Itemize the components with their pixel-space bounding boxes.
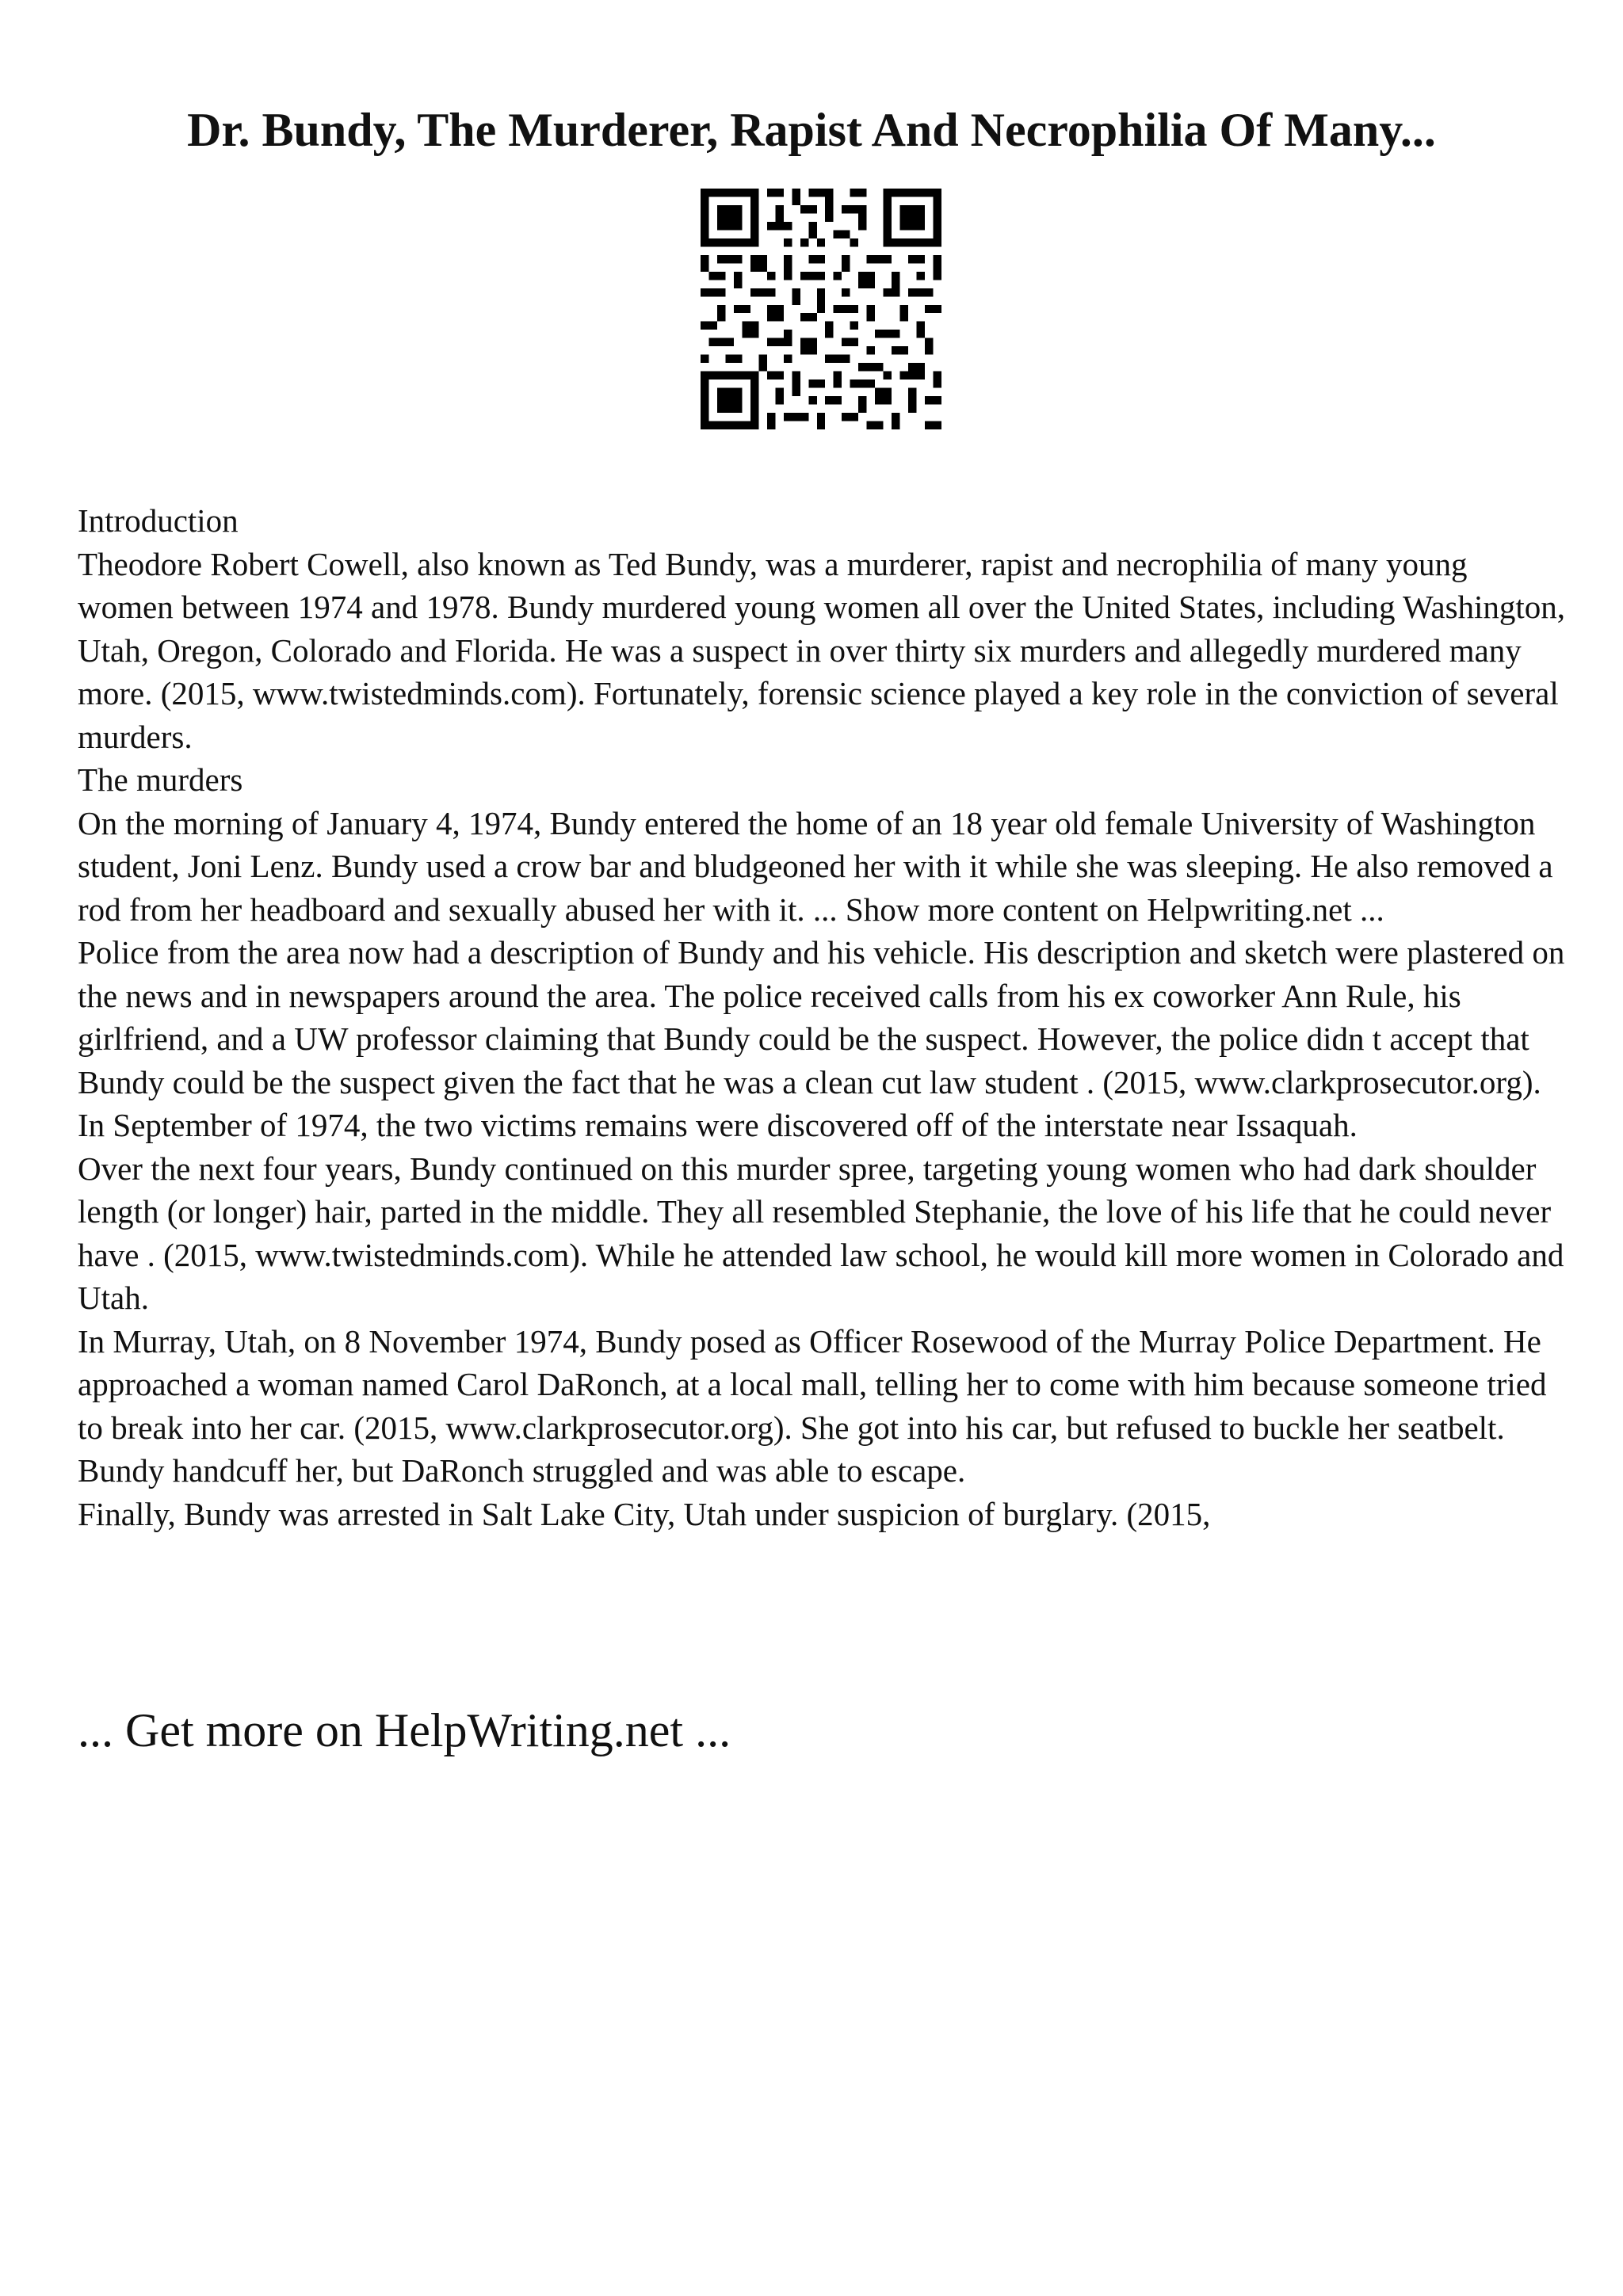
get-more-link[interactable]: ... Get more on HelpWriting.net ... — [78, 1704, 731, 1756]
paragraph-next-four-years: Over the next four years, Bundy continued on this murder spree, targeting young women who had dark shoulder length (or longer) hair, parted in the middle. They all resembled Stephanie, the love of his life that he could never have . (2015, www.twistedminds.com). While he attended law school, he would kill more women in Colorado and Utah. — [78, 1150, 1564, 1316]
paragraph-police-description: Police from the area now had a description of Bundy and his vehicle. His description and sketch were plastered on the news and in newspapers around the area. The police received calls from his ex coworker Ann Rule, his girlfriend, and a UW professor claiming that Bundy could be the suspect. However, the police didn t accept that Bundy could be the suspect given the fact that he was a clean cut law student . (2015, www.clarkprosecutor.org). In September of 1974, the two victims remains were discovered off of the interstate near Issaquah. — [78, 934, 1565, 1143]
paragraph-january-1974: On the morning of January 4, 1974, Bundy entered the home of an 18 year old female University of Washington student, Joni Lenz. Bundy used a crow bar and bludgeoned her with it while she was sleeping. He also removed a rod from her headboard and sexually abused her with it. ... Show more content on Helpwriting.net ... — [78, 804, 1553, 928]
document-title: Dr. Bundy, The Murderer, Rapist And Necrophilia Of Many... — [187, 104, 1436, 156]
section-heading-the-murders: The murders — [78, 761, 243, 798]
paragraph-murray-utah: In Murray, Utah, on 8 November 1974, Bundy posed as Officer Rosewood of the Murray Police Department. He approached a woman named Carol DaRonch, at a local mall, telling her to come with him because someone tried to break into her car. (2015, www.clarkprosecutor.org). She got into his car, but refused to buckle her seatbelt. Bundy handcuff her, but DaRonch struggled and was able to escape. — [78, 1322, 1547, 1489]
paragraph-arrest: Finally, Bundy was arrested in Salt Lake City, Utah under suspicion of burglary. (2015, — [78, 1495, 1211, 1532]
section-heading-introduction: Introduction — [78, 502, 239, 539]
paragraph-introduction: Theodore Robert Cowell, also known as Ted Bundy, was a murderer, rapist and necrophilia of many young women between 1974 and 1978. Bundy murdered young women all over the United States, including Washington, Utah, Oregon, Colorado and Florida. He was a suspect in over thirty six murders and allegedly murdered many more. (2015, www.twistedminds.com). Fortunately, forensic science played a key role in the conviction of several murders. — [78, 545, 1566, 755]
qr-code-icon[interactable] — [701, 189, 941, 429]
document-body — [78, 499, 1568, 1535]
